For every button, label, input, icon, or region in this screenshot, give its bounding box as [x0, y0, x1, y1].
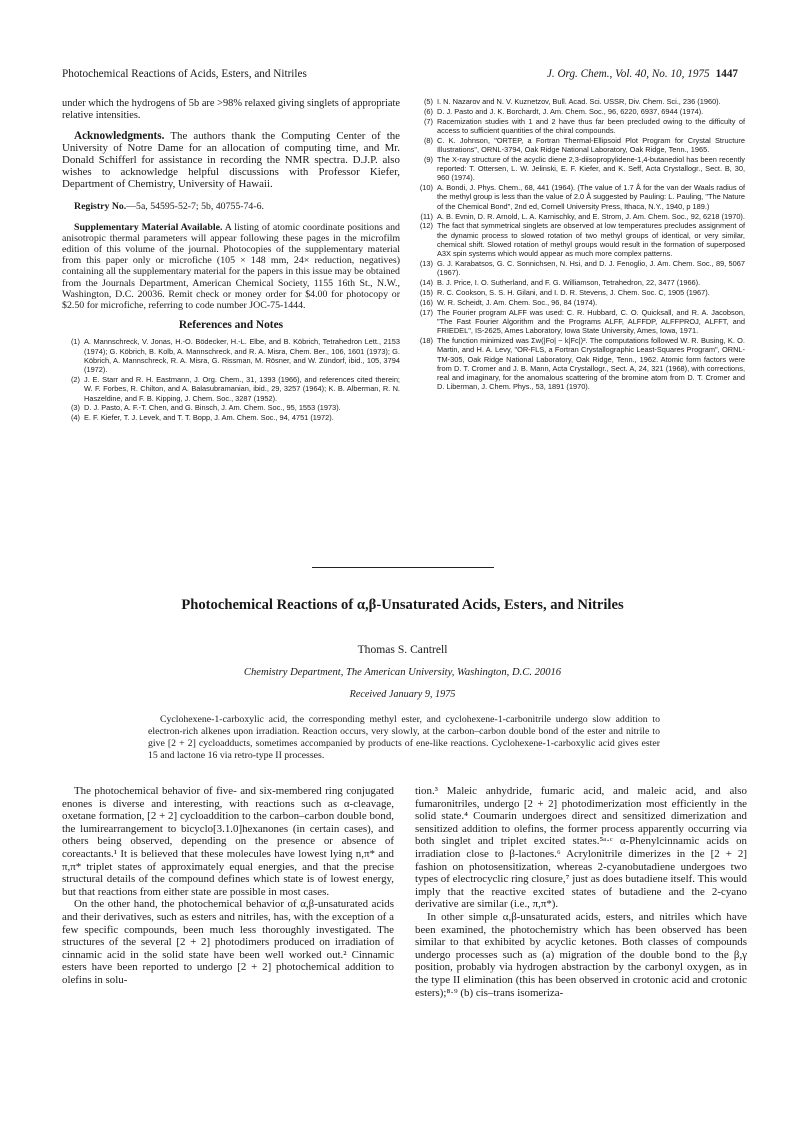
body-paragraph: tion.³ Maleic anhydride, fumaric acid, and maleic acid, and also fumaronitriles, undergo [2 + 2] photodimerization most efficiently in the solid state.⁴ Coumarin undergoes direct and sensitized dimerization and sensitized addition to olefins, the former process apparently occurring via both singlet and triplet excited states.⁵ᵃ·ᶜ α-Phenylcinnamic acids on irradiation close to β-lactones.⁶ Acrylonitrile dimerizes in the [2 + 2] fashion on photosensitization, whereas 2-cyanobutadiene undergoes two types of electrocyclic ring closure,⁷ just as does butadiene itself. This would imply that the reactive excited states of butadiene and the 2-cyano derivative are similar (i.e., π,π*).	[415, 785, 747, 911]
reference-item: (3) D. J. Pasto, A. F.-T. Chen, and G. Binsch, J. Am. Chem. Soc., 95, 1553 (1973).	[70, 403, 341, 413]
abstract: Cyclohexene-1-carboxylic acid, the corresponding methyl ester, and cyclohexene-1-carbonitrile undergo slow addition to electron-rich alkenes upon irradiation. Reaction occurs, very slowly, at the carbon–carbon double bond of the ester and nitrile to give [2 + 2] cycloadducts, sometimes accompanied by products of ene-like reactions. Cyclohexene-1-carboxylic acid gives ester 15 and lactone 16 via retro-type II processes.	[148, 714, 660, 761]
body-right-column	[415, 785, 747, 999]
affiliation: Chemistry Department, The American University, Washington, D.C. 20016	[243, 667, 562, 678]
reference-item: (16) W. R. Scheidt, J. Am. Chem. Soc., 96, 84 (1974).	[419, 297, 598, 307]
body-left-column	[62, 785, 394, 987]
body-paragraph: On the other hand, the photochemical behavior of α,β-unsaturated acids and their derivatives, such as esters and nitriles, has, with the exception of a few specific compounds, been much less thoroughly investigated. The structures of the several [2 + 2] photodimers produced on irradiation of cinnamic acid in the solid state have been well worked out.² Cinnamic esters have been reported to undergo [2 + 2] photochemical addition to olefins in solu-	[62, 898, 394, 986]
registry-text: —5a, 54595-52-7; 5b, 40755-74-6.	[126, 200, 264, 212]
supplementary-material	[62, 222, 400, 312]
author: Thomas S. Cantrell	[357, 643, 448, 656]
reference-item: (17) The Fourier program ALFF was used: C. R. Hubbard, C. O. Quicksall, and R. A. Jacobson, "The Fast Fourier Algorithm and the Programs ALFF, ALFFDP, ALFFPROJ, ALFFT, and FRIEDEL", IS-2625, Ames Laboratory, Iowa State University, Ames, Iowa, 1971.	[419, 307, 745, 336]
reference-item: (12) The fact that symmetrical singlets are observed at low temperatures precludes assignment of the dynamic process to slowed rotation of two methyl groups of identical, or very similar, chemical shift. Slowed rotation of methyl groups would result in the formation of superposed A3X spin systems which would appear as much more complex patterns.	[419, 221, 745, 259]
reference-item: (11) A. B. Evnin, D. R. Arnold, L. A. Karnischky, and E. Strom, J. Am. Chem. Soc., 92, 6218 (1970).	[420, 211, 745, 221]
acknowledgments	[62, 130, 400, 191]
article-title: Photochemical Reactions of α,β-Unsaturated Acids, Esters, and Nitriles	[181, 597, 624, 613]
continued-paragraph: under which the hydrogens of 5b are >98% relaxed giving singlets of appropriate relative intensities.	[62, 98, 400, 121]
reference-item: (15) R. C. Cookson, S. S. H. Gilani, and I. D. R. Stevens, J. Chem. Soc. C, 1905 (1967).	[419, 287, 710, 297]
reference-item: (5) I. N. Nazarov and N. V. Kuznetzov, Bull. Acad. Sci. USSR, Div. Chem. Sci., 236 (1960).	[423, 97, 721, 106]
reference-item: (9) The X-ray structure of the acyclic diene 2,3-diisopropylidene-1,4-butanediol has been recently reported: T. Ottersen, L. W. Jelinski, E. F. Kiefer, and K. Seff, Acta Crystallogr., Sect. B, 30, 960 (1974).	[423, 154, 745, 183]
reference-item: (7) Racemization studies with 1 and 2 have thus far been precluded owing to the difficulty of access to sufficient quantities of the chiral compounds.	[423, 116, 745, 135]
received-date: Received January 9, 1975	[349, 689, 456, 700]
page-number: 1447	[715, 68, 738, 80]
references-list-right	[415, 97, 745, 392]
body-paragraph: In other simple α,β-unsaturated acids, esters, and nitriles which have been examined, the photochemistry which has been observed has been similar to that exhibited by acyclic ketones. Both classes of compounds undergo processes such as (a) migration of the double bond to the β,γ position, probably via hydrogen abstraction by the carbonyl oxygen, as in the type II elimination (this has been observed in crotonic acid and crotonic esters);⁸·⁹ (b) cis–trans isomeriza-	[415, 910, 747, 999]
reference-item: (13) G. J. Karabatsos, G. C. Sonnichsen, N. Hsi, and D. J. Fenoglio, J. Am. Chem. Soc., 89, 5067 (1967).	[419, 259, 745, 278]
references-heading: References and Notes	[178, 319, 284, 332]
body-paragraph: The photochemical behavior of five- and six-membered ring conjugated enones is diverse and interesting, with reactions such as α-cleavage, oxetane formation, [2 + 2] cycloaddition to the carbon–carbon double bond, the lumirearrangement to bicyclo[3.1.0]hexanones (in certain cases), and others being observed, depending on the presence or absence of coreactants.¹ It is believed that these molecules have lowest lying n,π* and π,π* triplet states of approximately equal energies, and that the precise structural details of the compound defines which state is of lowest energy, but that reactions from either state are possible in most cases.	[62, 785, 394, 898]
section-divider	[312, 567, 494, 568]
running-header	[62, 68, 738, 84]
supp-text: A listing of atomic coordinate positions and anisotropic thermal parameters will appear following these pages in the microfilm edition of this volume of the journal. Photocopies of the supplementary material from this paper only or microfiche (105 × 148 mm, 24× reduction, negatives) containing all the supplementary material for the papers in this issue may be obtained from the Journals Department, American Chemical Society, 1155 16th St., N.W., Washington, D.C. 20036. Remit check or money order for $4.00 for photocopy or $2.50 for microfiche, referring to code number JOC-75-1444.	[62, 221, 400, 312]
registry-numbers	[62, 201, 400, 212]
ack-text: The authors thank the Computing Center of the University of Notre Dame for an allocation of computing time, and Mr. Donald Schifferl for assistance in recording the NMR spectra. D.J.P. also wishes to acknowledge helpful discussions with Professor Kiefer, Department of Chemistry, University of Hawaii.	[62, 129, 400, 191]
reference-item: (1) A. Mannschreck, V. Jonas, H.-O. Bödecker, H.-L. Elbe, and B. Köbrich, Tetrahedron Lett., 2153 (1974); G. Köbrich, B. Kolb, A. Mannschreck, and R. A. Misra, Chem. Ber., 106, 1601 (1973); G. Köbrich, A. Mannschreck, R. A. Misra, G. Rissman, M. Rösner, and W. Zündorf, ibid., 105, 3794 (1972).	[70, 337, 400, 375]
ack-heading: Acknowledgments.	[74, 129, 165, 142]
reference-item: (8) C. K. Johnson, "ORTEP, a Fortran Thermal-Ellipsoid Plot Program for Crystal Structure Illustrations", ORNL-3794, Oak Ridge National Laboratory, Oak Ridge, Tenn., 1965.	[423, 135, 745, 154]
reference-item: (14) B. J. Price, I. O. Sutherland, and F. G. Williamson, Tetrahedron, 22, 3477 (1966).	[419, 278, 701, 288]
reference-item: (10) A. Bondi, J. Phys. Chem., 68, 441 (1964). (The value of 1.7 Å for the van der Waals radius of the methyl group is less than the value of 2.0 Å suggested by Pauling: L. Pauling, "The Nature of the Chemical Bond", 2nd ed, Cornell University Press, Ithaca, N.Y., 1940, p 189.)	[419, 183, 745, 211]
left-column-top	[62, 98, 400, 423]
reference-item: (18) The function minimized was Σw(|Fo| − k|Fc|)². The computations followed W. R. Busing, K. O. Martin, and H. A. Levy, "OR-FLS, a Fortran Crystallographic Least-Squares Program", ORNL-TM-305, Oak Ridge National Laboratory, Oak Ridge, Tenn., 1962. Atomic form factors were from D. T. Cromer and J. B. Mann, Acta Crystallogr., Sect. A, 24, 321 (1968), with corrections, real and imaginary, for the anomalous scattering of the bromine atom from D. T. Cromer and D. Liberman, J. Chem. Phys., 53, 1891 (1970).	[419, 335, 745, 392]
references-list-left	[62, 337, 400, 422]
reference-item: (2) J. E. Starr and R. H. Eastmann, J. Org. Chem., 31, 1393 (1966), and references cited therein; W. F. Forbes, R. Chilton, and A. Balasubramanian, ibid., 29, 3257 (1964); K. B. Alberman, R. N. Haszeldine, and F. B. Kipping, J. Chem. Soc., 3287 (1952).	[70, 374, 400, 403]
reference-item: (4) E. F. Kiefer, T. J. Levek, and T. T. Bopp, J. Am. Chem. Soc., 94, 4751 (1972).	[70, 413, 334, 423]
registry-heading: Registry No.	[74, 200, 127, 212]
running-title: Photochemical Reactions of Acids, Esters, and Nitriles	[62, 68, 307, 80]
supp-heading: Supplementary Material Available.	[74, 221, 223, 233]
reference-item: (6) D. J. Pasto and J. K. Borchardt, J. Am. Chem. Soc., 96, 6220, 6937, 6944 (1974).	[423, 106, 704, 116]
journal-citation: J. Org. Chem., Vol. 40, No. 10, 1975 1447	[546, 68, 738, 80]
